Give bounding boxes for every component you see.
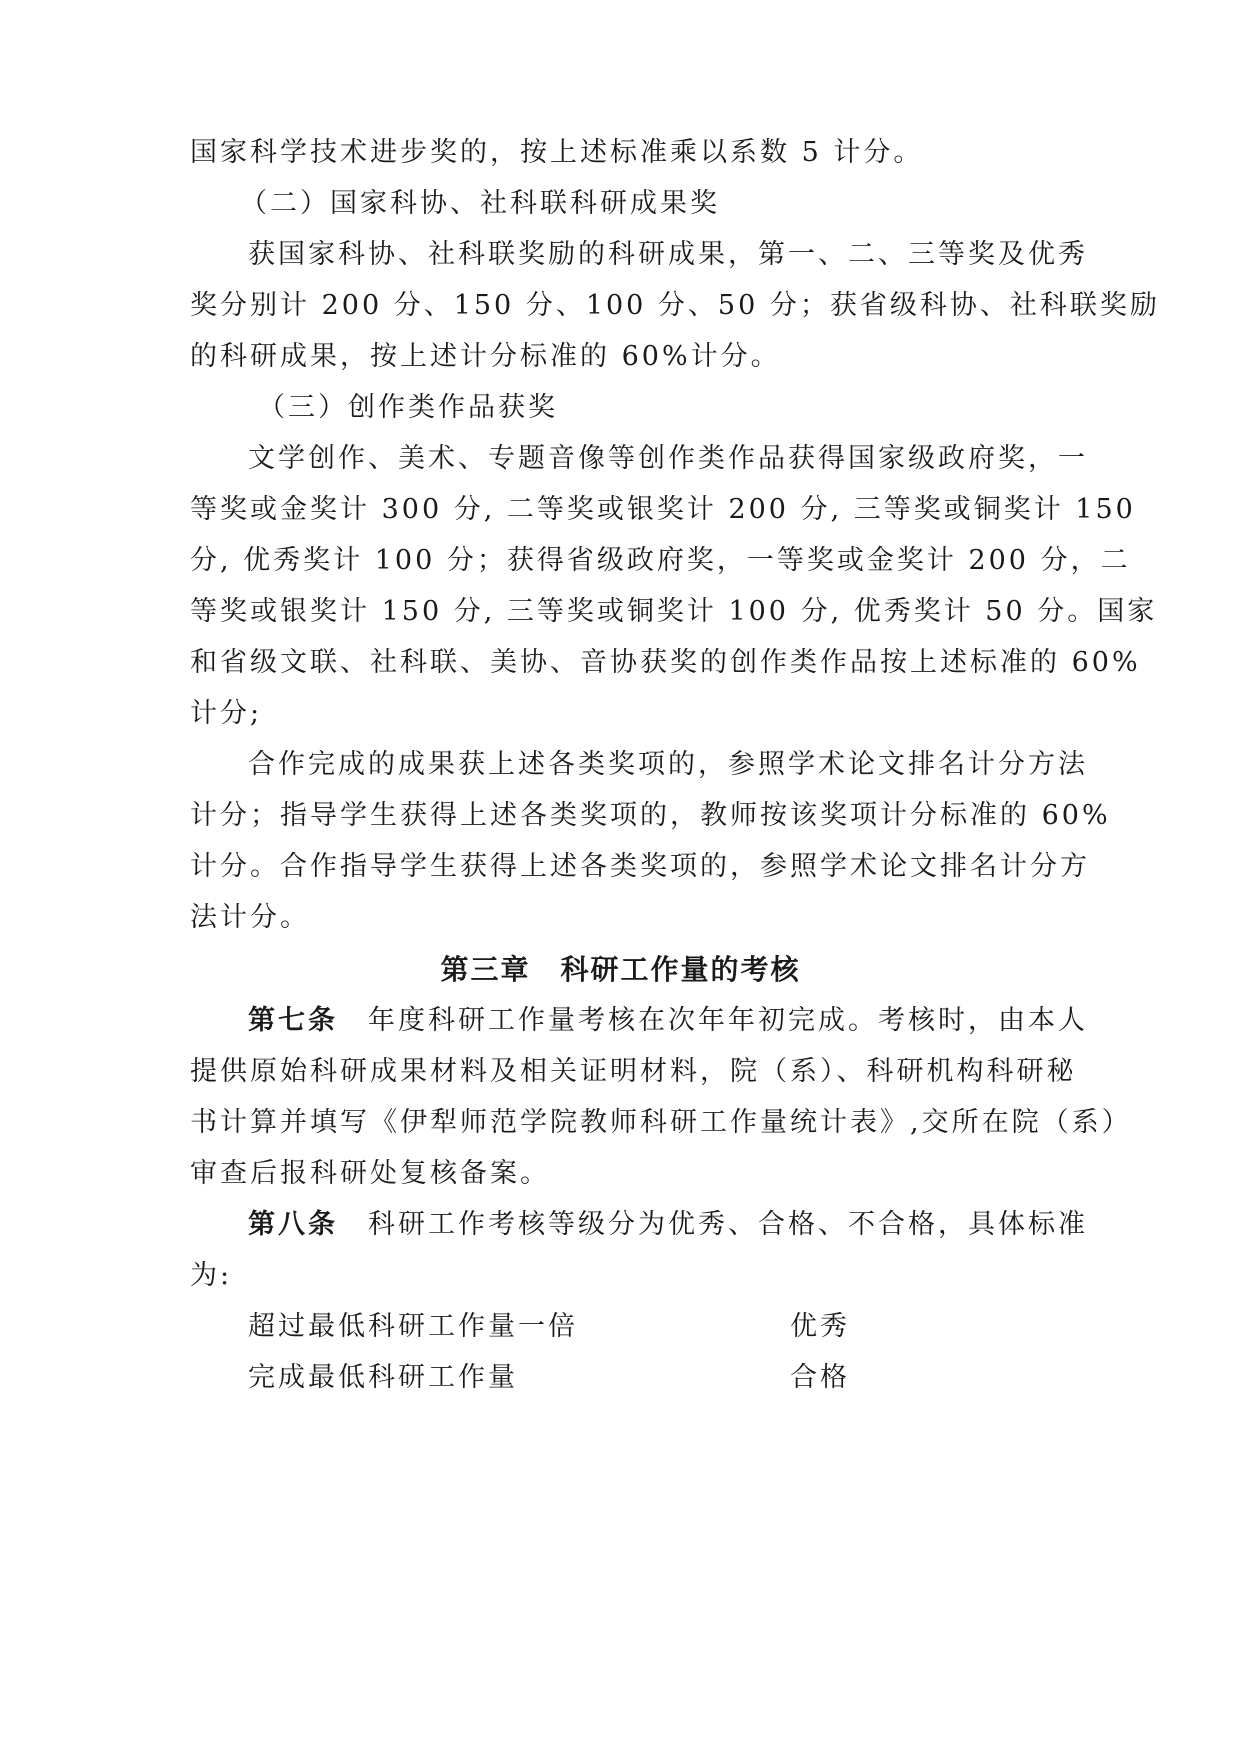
section-heading-3: （三）创作类作品获奖 — [258, 392, 558, 423]
text-line: 和省级文联、社科联、美协、音协获奖的创作类作品按上述标准的 60% — [190, 647, 1141, 678]
text-line: 奖分别计 200 分、150 分、100 分、50 分；获省级科协、社科联奖励 — [190, 290, 1160, 321]
text-line: 计分。合作指导学生获得上述各类奖项的，参照学术论文排名计分方 — [190, 851, 1090, 882]
text-line: 提供原始科研成果材料及相关证明材料，院（系）、科研机构科研秘 — [190, 1056, 1077, 1087]
text-line: 计分; — [190, 698, 263, 729]
text-line: 文学创作、美术、专题音像等创作类作品获得国家级政府奖，一 — [248, 443, 1088, 474]
text-line: 的科研成果，按上述计分标准的 60%计分。 — [190, 341, 781, 372]
grade-condition: 超过最低科研工作量一倍 — [248, 1311, 578, 1342]
article-7-text: 年度科研工作量考核在次年年初完成。考核时，由本人 — [368, 1005, 1088, 1036]
section-heading-2: （二）国家科协、社科联科研成果奖 — [240, 188, 720, 219]
text-line: 为: — [190, 1260, 233, 1291]
article-7-first-line — [248, 1001, 1088, 1041]
text-line: 国家科学技术进步奖的，按上述标准乘以系数 5 计分。 — [190, 137, 924, 168]
article-8-first-line — [248, 1205, 1088, 1245]
article-7-label: 第七条 — [248, 1005, 338, 1036]
text-line: 获国家科协、社科联奖励的科研成果，第一、二、三等奖及优秀 — [248, 239, 1088, 270]
text-line: 等奖或银奖计 150 分, 三等奖或铜奖计 100 分, 优秀奖计 50 分。国家 — [190, 596, 1158, 627]
grade-level: 优秀 — [790, 1311, 850, 1342]
chapter-heading: 第三章 科研工作量的考核 — [440, 953, 801, 986]
text-line: 法计分。 — [190, 902, 310, 933]
text-line: 分, 优秀奖计 100 分；获得省级政府奖，一等奖或金奖计 200 分，二 — [190, 545, 1131, 576]
article-8-label: 第八条 — [248, 1209, 338, 1240]
text-line: 等奖或金奖计 300 分, 二等奖或银奖计 200 分, 三等奖或铜奖计 150 — [190, 494, 1136, 525]
text-line: 合作完成的成果获上述各类奖项的，参照学术论文排名计分方法 — [248, 749, 1088, 780]
grade-level: 合格 — [790, 1362, 850, 1393]
text-line: 计分；指导学生获得上述各类奖项的，教师按该奖项计分标准的 60% — [190, 800, 1111, 831]
text-line: 书计算并填写《伊犁师范学院教师科研工作量统计表》,交所在院（系） — [190, 1107, 1132, 1138]
grade-condition: 完成最低科研工作量 — [248, 1362, 518, 1393]
article-8-text: 科研工作考核等级分为优秀、合格、不合格，具体标准 — [368, 1209, 1088, 1240]
text-line: 审查后报科研处复核备案。 — [190, 1158, 550, 1189]
